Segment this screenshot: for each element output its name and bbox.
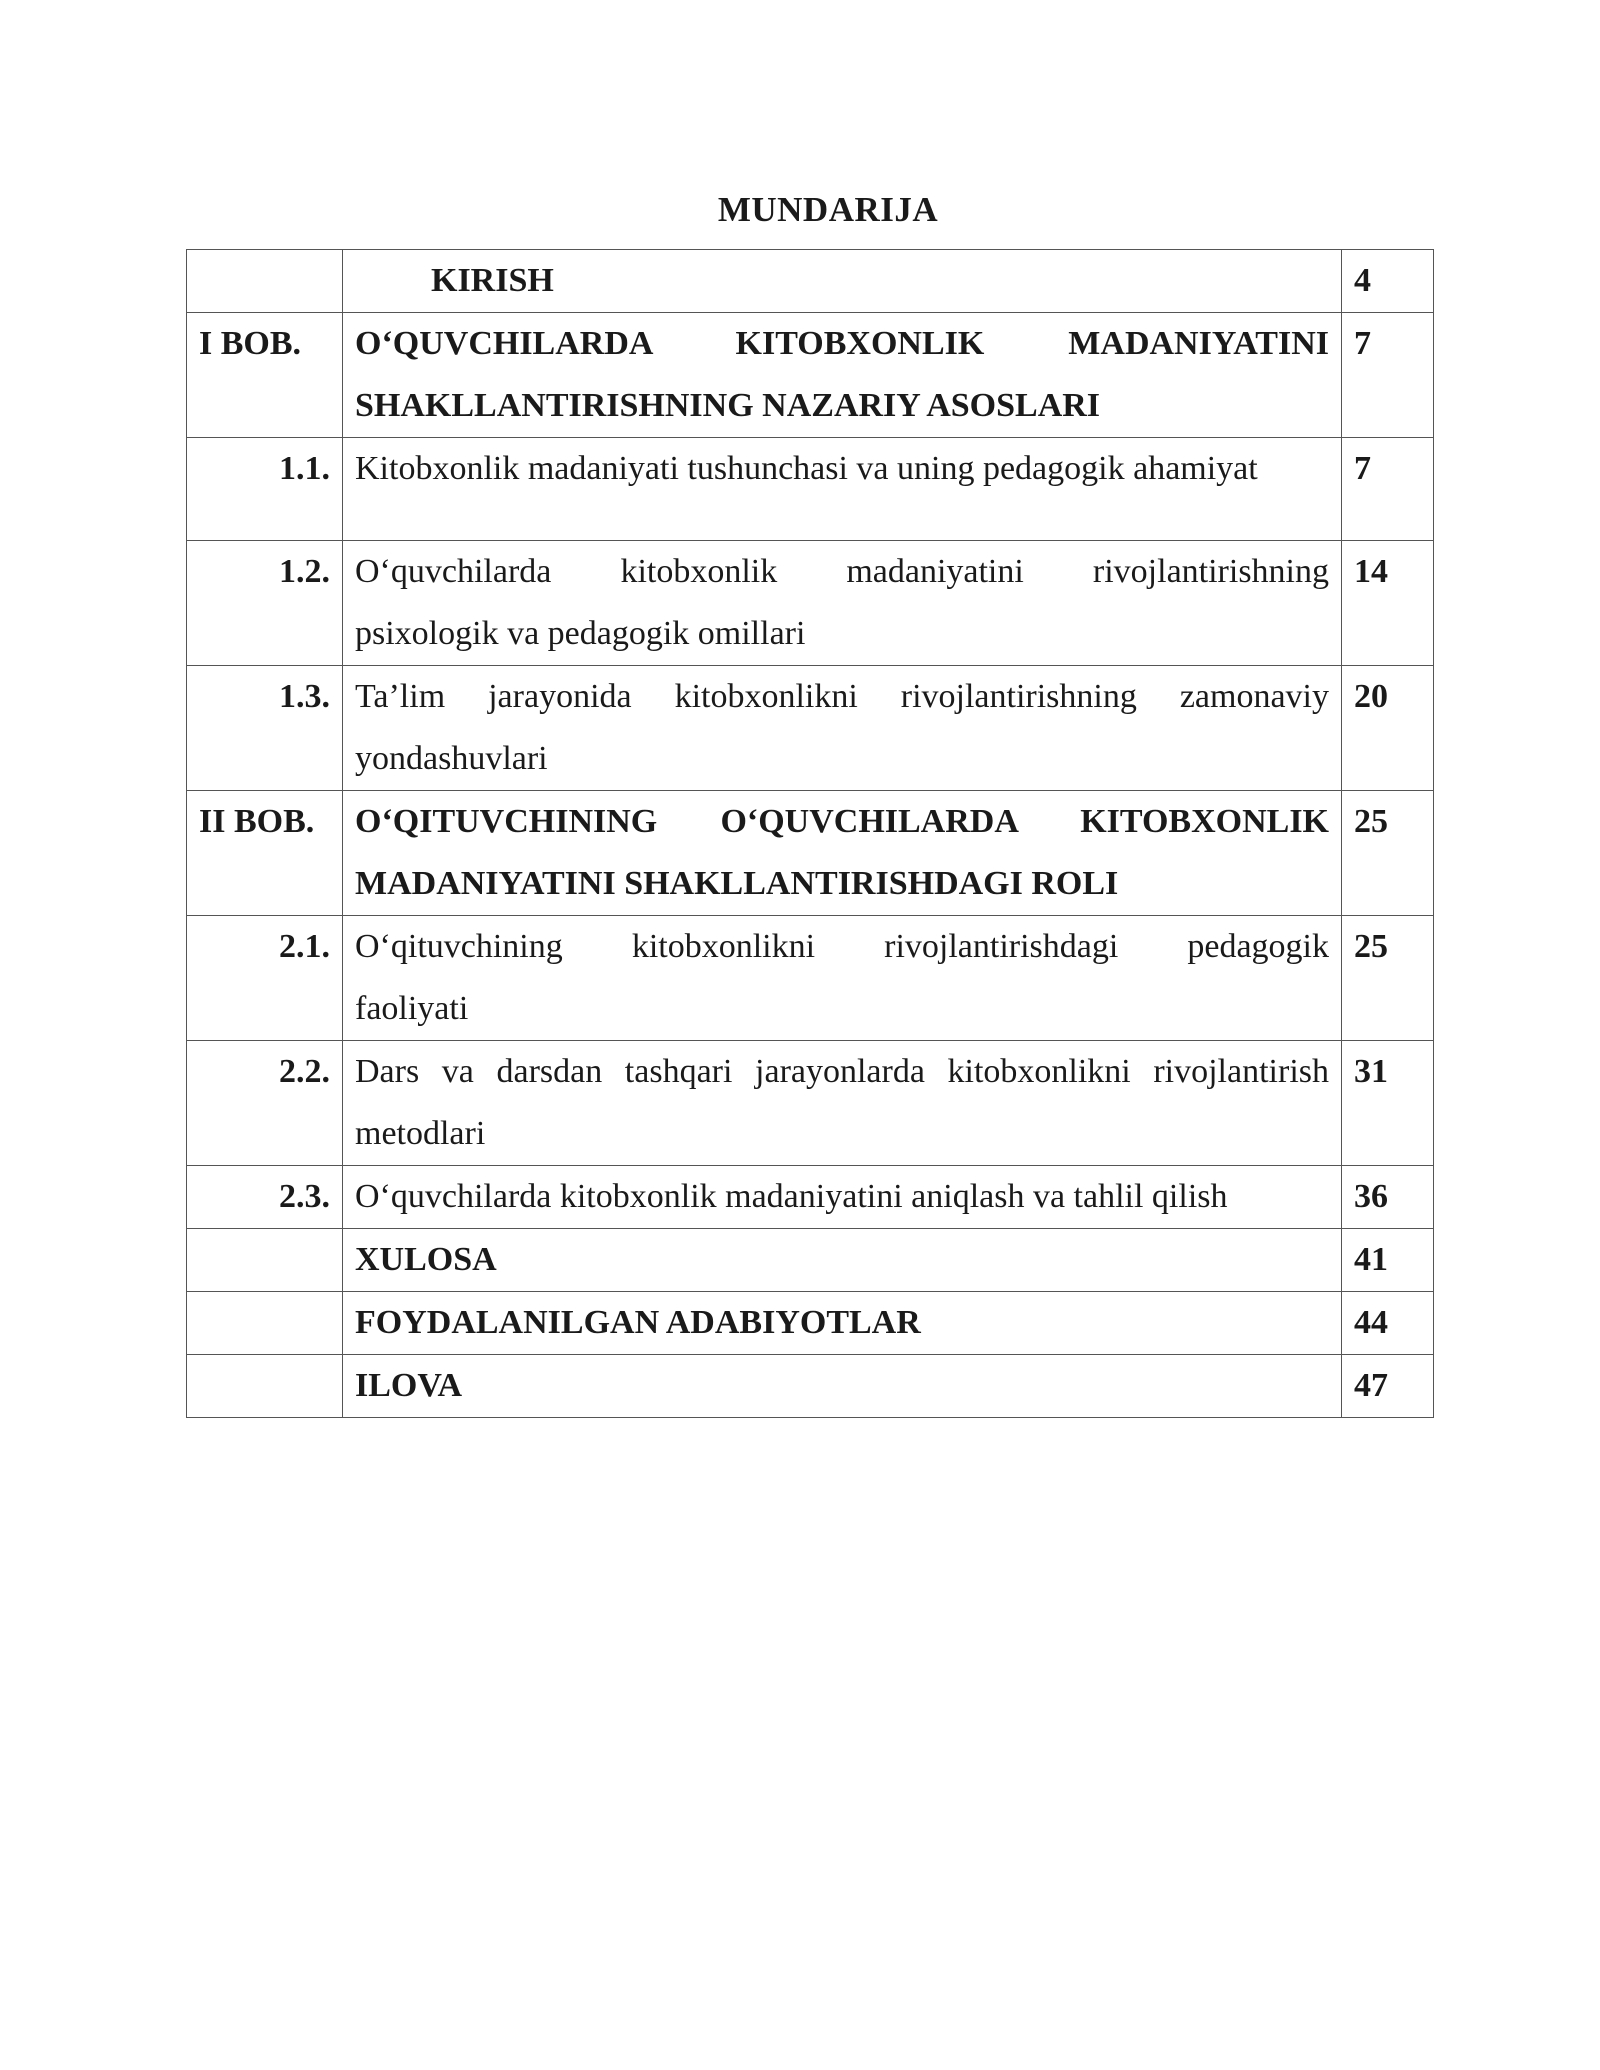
toc-number: 2.1. xyxy=(187,916,343,1041)
toc-number: 2.3. xyxy=(187,1166,343,1229)
toc-title-line: SHAKLLANTIRISHNING NAZARIY ASOSLARI xyxy=(355,387,1101,424)
toc-title: ILOVA xyxy=(343,1355,1342,1418)
toc-row-ilova xyxy=(187,1355,1434,1418)
toc-row-adabiyotlar xyxy=(187,1292,1434,1355)
toc-page: 44 xyxy=(1342,1292,1434,1355)
toc-title xyxy=(343,916,1342,1041)
toc-title-line: Ta’lim jarayonida kitobxonlikni rivojlantirishning zamonaviy xyxy=(355,678,1329,715)
toc-title-line: Dars va darsdan tashqari jarayonlarda kitobxonlikni rivojlantirish xyxy=(355,1053,1329,1090)
toc-number: 2.2. xyxy=(187,1041,343,1166)
toc-number: 1.1. xyxy=(187,438,343,541)
toc-page: 36 xyxy=(1342,1166,1434,1229)
toc-row-chapter-2 xyxy=(187,791,1434,916)
toc-number: I BOB. xyxy=(187,313,343,438)
toc-number xyxy=(187,1292,343,1355)
table-of-contents xyxy=(186,249,1434,1418)
toc-title-line: O‘QUVCHILARDA KITOBXONLIK MADANIYATINI xyxy=(355,325,1329,362)
toc-row-chapter-1 xyxy=(187,313,1434,438)
toc-title: O‘quvchilarda kitobxonlik madaniyatini aniqlash va tahlil qilish xyxy=(343,1166,1342,1229)
toc-page: 7 xyxy=(1342,313,1434,438)
toc-page: 14 xyxy=(1342,541,1434,666)
toc-title-line: metodlari xyxy=(355,1115,486,1152)
toc-page: 25 xyxy=(1342,791,1434,916)
toc-title-line: O‘qituvchining kitobxonlikni rivojlantirishdagi pedagogik xyxy=(355,928,1329,965)
toc-number: 1.3. xyxy=(187,666,343,791)
toc-title-line: psixologik va pedagogik omillari xyxy=(355,615,806,652)
toc-title: KIRISH xyxy=(343,250,1342,313)
toc-page: 25 xyxy=(1342,916,1434,1041)
toc-title-line: yondashuvlari xyxy=(355,740,548,777)
toc-page: 31 xyxy=(1342,1041,1434,1166)
toc-number: 1.2. xyxy=(187,541,343,666)
toc-title: XULOSA xyxy=(343,1229,1342,1292)
toc-page: 41 xyxy=(1342,1229,1434,1292)
toc-page: 7 xyxy=(1342,438,1434,541)
toc-title-line: MADANIYATINI SHAKLLANTIRISHDAGI ROLI xyxy=(355,865,1119,902)
toc-number: II BOB. xyxy=(187,791,343,916)
toc-row-1-1 xyxy=(187,438,1434,541)
toc-number xyxy=(187,1355,343,1418)
toc-row-1-3 xyxy=(187,666,1434,791)
toc-row-1-2 xyxy=(187,541,1434,666)
toc-row-2-3 xyxy=(187,1166,1434,1229)
toc-title xyxy=(343,791,1342,916)
toc-row-kirish xyxy=(187,250,1434,313)
toc-title-line: faoliyati xyxy=(355,990,469,1027)
page-title: MUNDARIJA xyxy=(717,190,939,229)
toc-row-2-2 xyxy=(187,1041,1434,1166)
toc-title: FOYDALANILGAN ADABIYOTLAR xyxy=(343,1292,1342,1355)
toc-page: 4 xyxy=(1342,250,1434,313)
toc-page: 20 xyxy=(1342,666,1434,791)
toc-number xyxy=(187,250,343,313)
toc-page: 47 xyxy=(1342,1355,1434,1418)
toc-title-line: O‘quvchilarda kitobxonlik madaniyatini rivojlantirishning xyxy=(355,553,1329,590)
toc-title xyxy=(343,1041,1342,1166)
toc-title xyxy=(343,666,1342,791)
toc-title xyxy=(343,541,1342,666)
toc-number xyxy=(187,1229,343,1292)
toc-title: Kitobxonlik madaniyati tushunchasi va uning pedagogik ahamiyat xyxy=(343,438,1342,541)
toc-title-line: O‘QITUVCHINING O‘QUVCHILARDA KITOBXONLIK xyxy=(355,803,1329,840)
toc-row-xulosa xyxy=(187,1229,1434,1292)
toc-row-2-1 xyxy=(187,916,1434,1041)
toc-title xyxy=(343,313,1342,438)
